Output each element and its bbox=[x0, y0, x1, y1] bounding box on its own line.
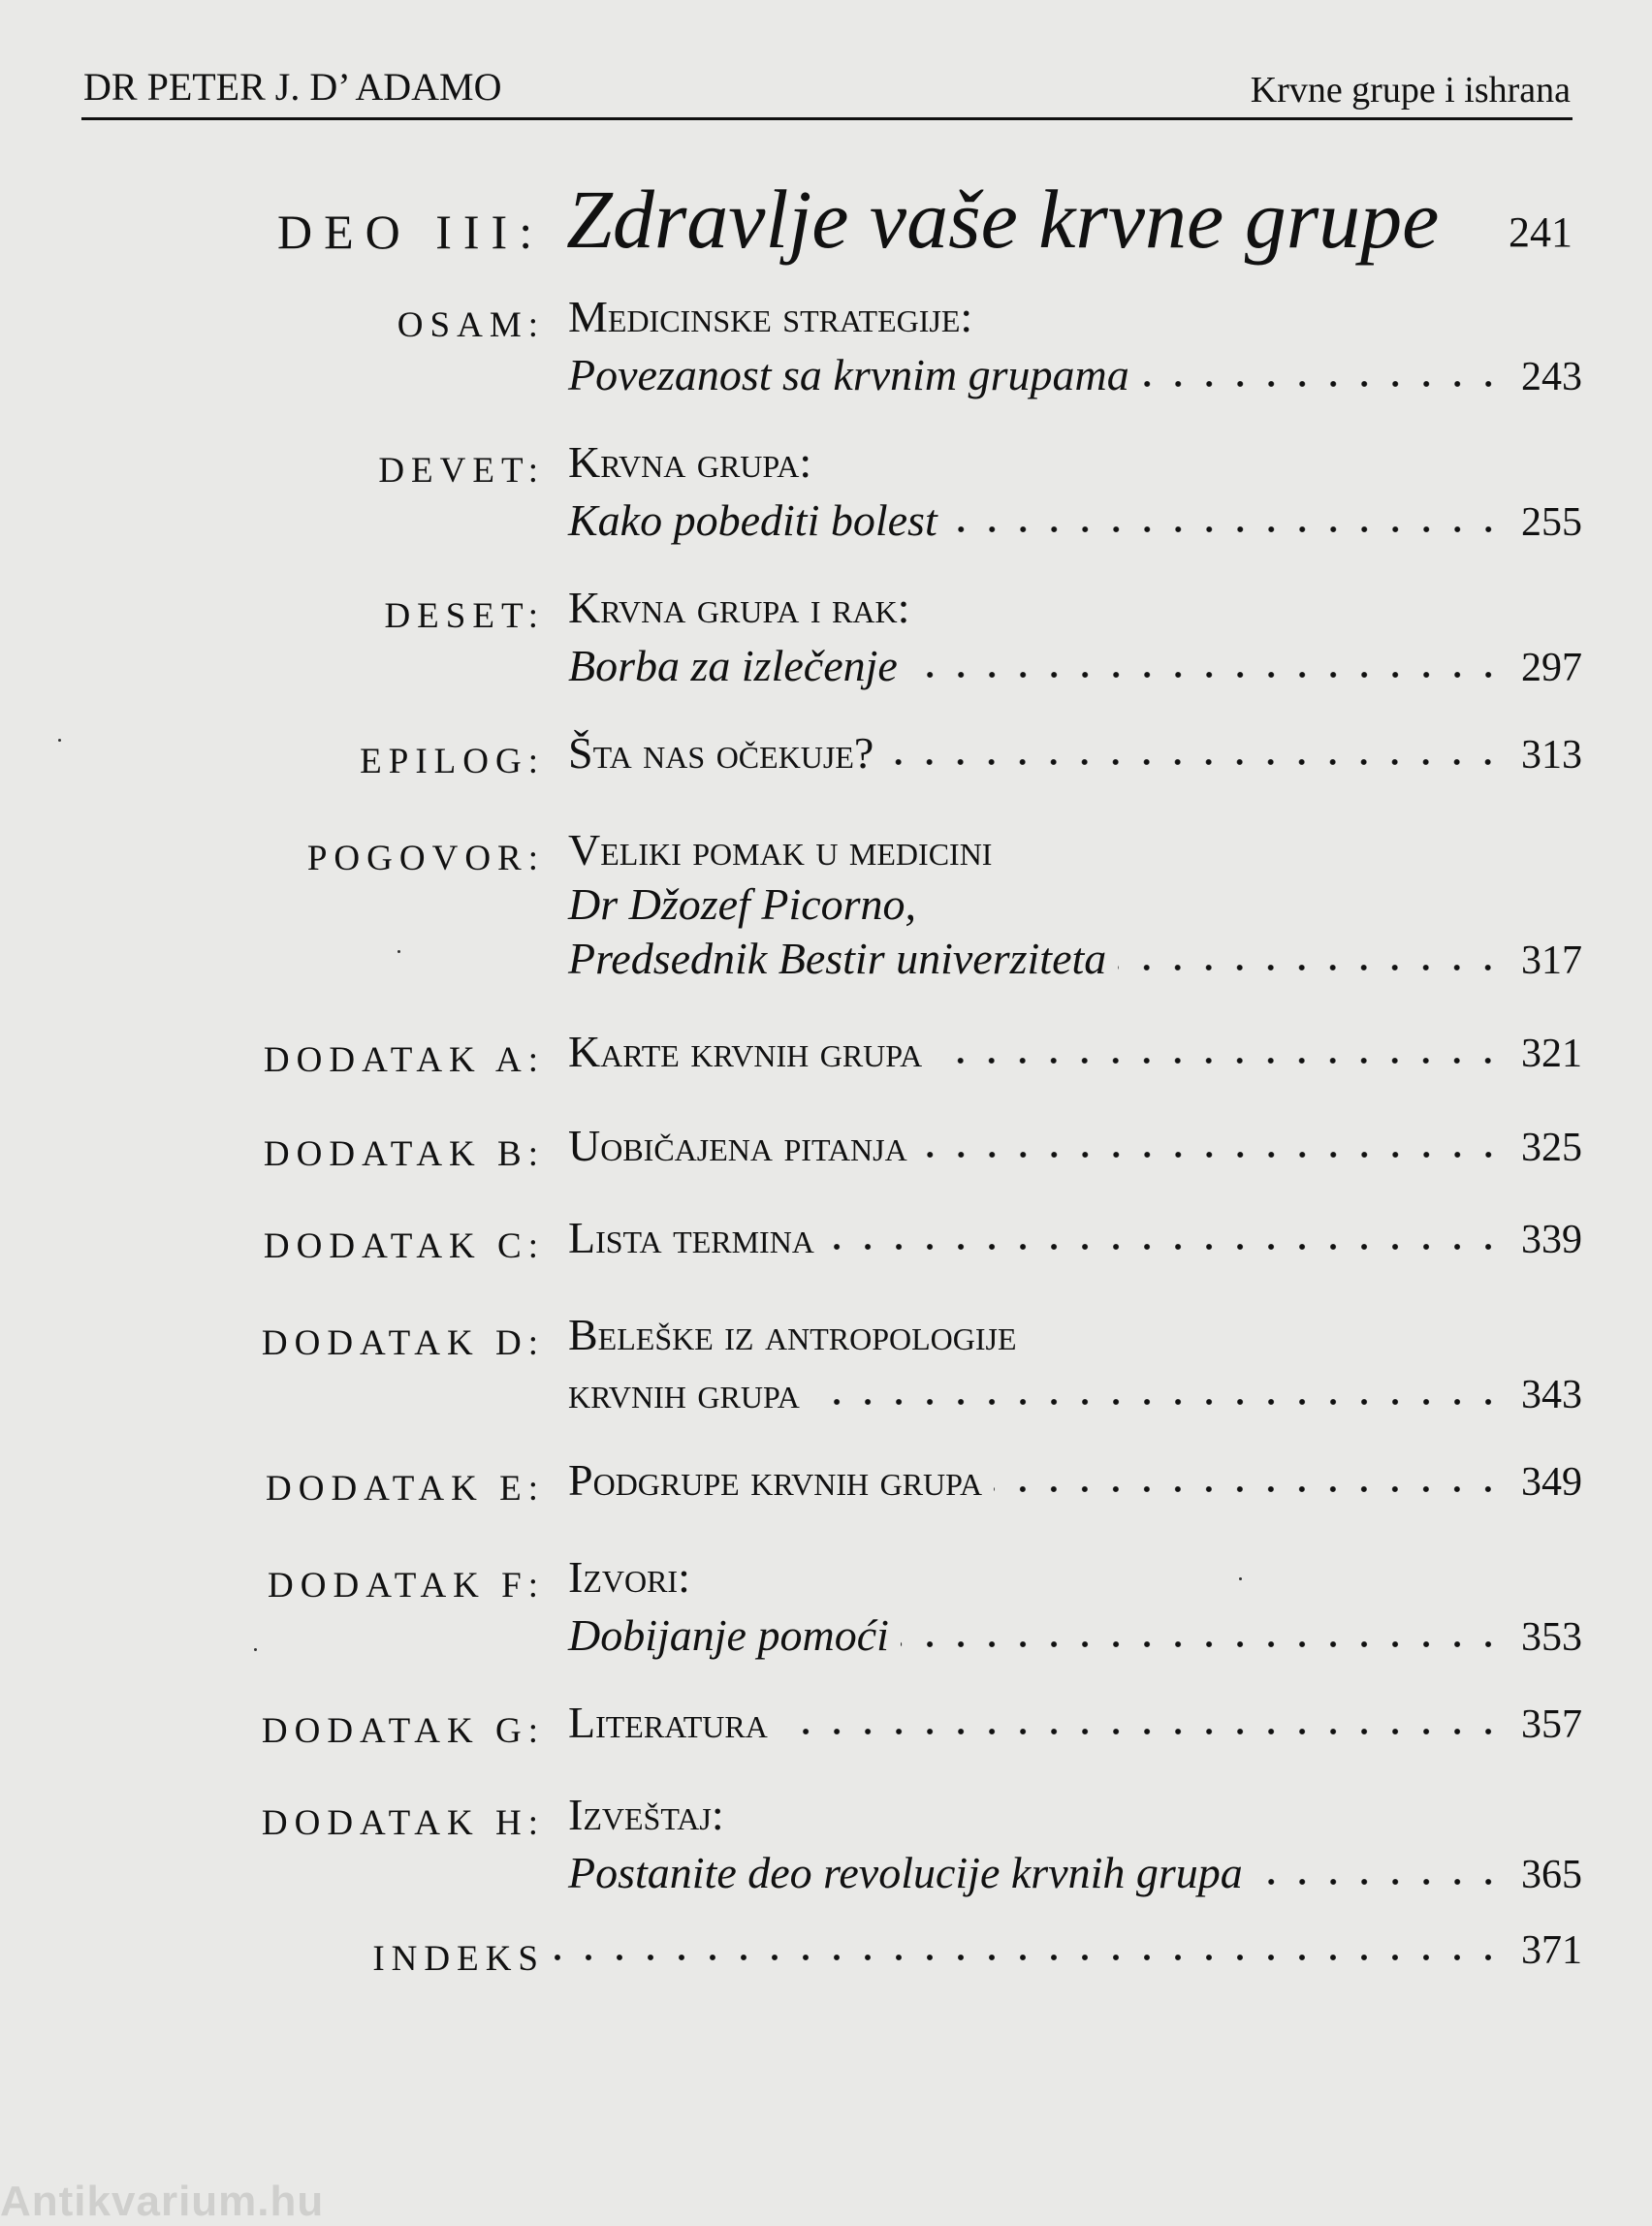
toc-entry-label: DESET: bbox=[384, 596, 545, 636]
toc-entry-line bbox=[568, 1367, 1582, 1425]
dot-leader bbox=[779, 1699, 1504, 1737]
toc-entry-line bbox=[568, 878, 1582, 937]
dot-leader bbox=[811, 1369, 1504, 1408]
toc-entry-title: Dobijanje pomoći bbox=[568, 1610, 889, 1660]
toc-entry-label: DODATAK F: bbox=[268, 1566, 545, 1606]
toc-entry-line bbox=[568, 824, 1582, 882]
part-label: DEO III: bbox=[277, 205, 545, 259]
dot-leader bbox=[901, 1611, 1504, 1650]
toc-entry-title: Medicinske strategije: bbox=[568, 292, 973, 341]
toc-entry-label: DODATAK A: bbox=[263, 1040, 545, 1080]
toc-entry-line bbox=[568, 582, 1582, 640]
dot-leader bbox=[1255, 1849, 1504, 1888]
toc-page-number: 357 bbox=[1521, 1702, 1582, 1747]
dot-leader bbox=[1118, 935, 1504, 973]
print-speck bbox=[1239, 1577, 1242, 1580]
toc-entry-title: Krvna grupa: bbox=[568, 437, 812, 487]
toc-entry-line bbox=[568, 1847, 1582, 1905]
toc-entry-label: DODATAK C: bbox=[263, 1226, 545, 1266]
dot-leader bbox=[909, 642, 1504, 681]
toc-entry-title: Literatura bbox=[568, 1698, 768, 1747]
toc-page-number: 243 bbox=[1521, 355, 1582, 399]
toc-entry-title: Dr Džozef Picorno, bbox=[568, 879, 917, 929]
toc-page-number: 353 bbox=[1521, 1615, 1582, 1660]
dot-leader bbox=[919, 1122, 1504, 1161]
running-header-author: DR PETER J. D’ ADAMO bbox=[83, 65, 502, 109]
toc-entry-title: Šta nas očekuje? bbox=[568, 728, 874, 778]
toc-entry-title: Predsednik Bestir univerziteta bbox=[568, 934, 1107, 983]
toc-entry-label: POGOVOR: bbox=[306, 839, 545, 878]
toc-entry-line bbox=[568, 1697, 1582, 1755]
toc-entry-line bbox=[568, 1120, 1582, 1178]
dot-leader bbox=[949, 496, 1504, 535]
toc-entry-title: Povezanost sa krvnim grupama bbox=[568, 350, 1129, 399]
print-speck bbox=[58, 739, 61, 742]
dot-leader bbox=[934, 1028, 1504, 1066]
dot-leader bbox=[826, 1214, 1504, 1253]
toc-entry-label: DODATAK E: bbox=[266, 1469, 545, 1509]
running-header-title: Krvne grupe i ishrana bbox=[1250, 70, 1571, 111]
dot-leader bbox=[885, 729, 1504, 768]
toc-entry-line bbox=[568, 1789, 1582, 1847]
toc-entry-label: DODATAK H: bbox=[261, 1803, 545, 1843]
toc-page-number: 365 bbox=[1521, 1853, 1582, 1897]
toc-page-number: 255 bbox=[1521, 500, 1582, 545]
toc-entry-line bbox=[568, 1212, 1582, 1270]
toc-entry-line bbox=[568, 1551, 1582, 1609]
part-page-number: 241 bbox=[1509, 208, 1573, 256]
toc-entry-label: INDEKS bbox=[372, 1939, 545, 1979]
toc-entry-title: Karte krvnih grupa bbox=[568, 1027, 923, 1076]
toc-page-number: 297 bbox=[1521, 646, 1582, 690]
toc-entry-title: Veliki pomak u medicini bbox=[568, 825, 993, 874]
toc-page-number: 321 bbox=[1521, 1032, 1582, 1076]
toc-entry-title: Podgrupe krvnih grupa bbox=[568, 1455, 983, 1505]
toc-entry-line bbox=[568, 291, 1582, 349]
toc-entry-title: Izveštaj: bbox=[568, 1790, 724, 1839]
toc-entry-line bbox=[568, 727, 1582, 785]
watermark-logo: Antikvarium.hu bbox=[0, 2178, 325, 2225]
toc-entry-line bbox=[568, 1609, 1582, 1668]
header-rule bbox=[81, 117, 1573, 120]
toc-entry-label: DODATAK B: bbox=[263, 1134, 545, 1174]
toc-entry-label: DODATAK G: bbox=[261, 1711, 545, 1751]
toc-entry-line bbox=[568, 1454, 1582, 1512]
toc-page-number: 325 bbox=[1521, 1126, 1582, 1170]
toc-entry-line bbox=[568, 640, 1582, 698]
dot-leader bbox=[555, 1924, 1504, 1963]
toc-page-number: 313 bbox=[1521, 733, 1582, 778]
toc-entry-title: krvnih grupa bbox=[568, 1368, 800, 1417]
toc-entry-title: Lista termina bbox=[568, 1213, 814, 1262]
toc-entry-line bbox=[568, 933, 1582, 991]
print-speck bbox=[254, 1648, 257, 1651]
print-speck bbox=[397, 950, 400, 953]
part-title: Zdravlje vaše krvne grupe bbox=[566, 173, 1440, 266]
toc-entry-line bbox=[568, 436, 1582, 494]
toc-entry-label: DEVET: bbox=[378, 451, 545, 491]
toc-page-number: 349 bbox=[1521, 1460, 1582, 1505]
toc-page-number: 343 bbox=[1521, 1373, 1582, 1417]
toc-entry-line bbox=[568, 349, 1582, 407]
toc-entry-title: Kako pobediti bolest bbox=[568, 495, 937, 545]
toc-entry-label: EPILOG: bbox=[360, 742, 545, 781]
toc-entry-line bbox=[568, 1309, 1582, 1367]
toc-entry-line bbox=[543, 1924, 1582, 1983]
toc-page-number: 371 bbox=[1521, 1928, 1582, 1973]
toc-entry-title: Borba za izlečenje bbox=[568, 641, 898, 690]
toc-entry-line bbox=[568, 1026, 1582, 1084]
dot-leader bbox=[994, 1456, 1504, 1495]
toc-entry-title: Uobičajena pitanja bbox=[568, 1121, 907, 1170]
toc-page-number: 317 bbox=[1521, 938, 1582, 983]
toc-page-number: 339 bbox=[1521, 1218, 1582, 1262]
toc-entry-title: Krvna grupa i rak: bbox=[568, 583, 910, 632]
dot-leader bbox=[1141, 351, 1504, 390]
toc-entry-title: Postanite deo revolucije krvnih grupa bbox=[568, 1848, 1243, 1897]
toc-entry-label: OSAM: bbox=[397, 305, 545, 345]
show-through bbox=[68, 204, 82, 270]
toc-entry-line bbox=[568, 494, 1582, 553]
toc-entry-label: DODATAK D: bbox=[261, 1323, 545, 1363]
toc-entry-title: Izvori: bbox=[568, 1552, 690, 1602]
toc-entry-title: Beleške iz antropologije bbox=[568, 1310, 1017, 1359]
